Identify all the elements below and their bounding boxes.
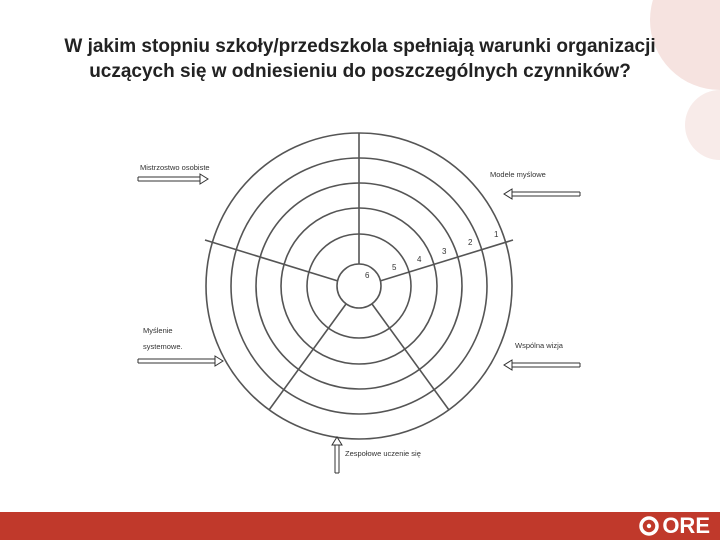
ring-number-3: 3 xyxy=(442,247,447,256)
title-line-2: uczących się w odniesieniu do poszczególnych czynników? xyxy=(89,61,631,82)
title-line-1: W jakim stopniu szkoły/przedszkola spełniają warunki organizacji xyxy=(64,36,656,57)
ring-number-2: 2 xyxy=(468,238,473,247)
ring-number-1: 1 xyxy=(494,230,499,239)
arrow-left-wspolna xyxy=(504,360,580,370)
spoke-bottom-right xyxy=(372,304,449,410)
spoke-left xyxy=(205,240,338,281)
deco-circle-small xyxy=(685,90,720,160)
ring-6 xyxy=(337,264,381,308)
arrow-up-zespolowe xyxy=(332,437,342,473)
slide-title xyxy=(20,34,700,84)
label-myslenie-line2: systemowe. xyxy=(143,342,183,351)
ring-number-4: 4 xyxy=(417,255,422,264)
arrow-right-mistrzostwo xyxy=(138,174,208,184)
ore-logo-icon xyxy=(638,515,660,537)
arrow-right-myslenie xyxy=(138,356,223,366)
label-wspolna-wizja: Wspólna wizja xyxy=(515,341,563,350)
spoke-bottom-left xyxy=(269,304,346,410)
label-myslenie-line1: Myślenie xyxy=(143,326,173,335)
ring-number-5: 5 xyxy=(392,263,397,272)
footer-bar xyxy=(0,512,720,540)
learning-organization-diagram xyxy=(130,125,590,480)
label-modele-myslowe: Modele myślowe xyxy=(490,170,546,179)
ring-number-6: 6 xyxy=(365,271,370,280)
ore-logo-text: ORE xyxy=(662,513,710,538)
ore-logo xyxy=(638,514,710,538)
arrow-left-modele xyxy=(504,189,580,199)
label-mistrzostwo-osobiste: Mistrzostwo osobiste xyxy=(140,163,210,172)
spoke-right xyxy=(380,240,513,281)
label-zespolowe-uczenie: Zespołowe uczenie się xyxy=(345,449,421,458)
